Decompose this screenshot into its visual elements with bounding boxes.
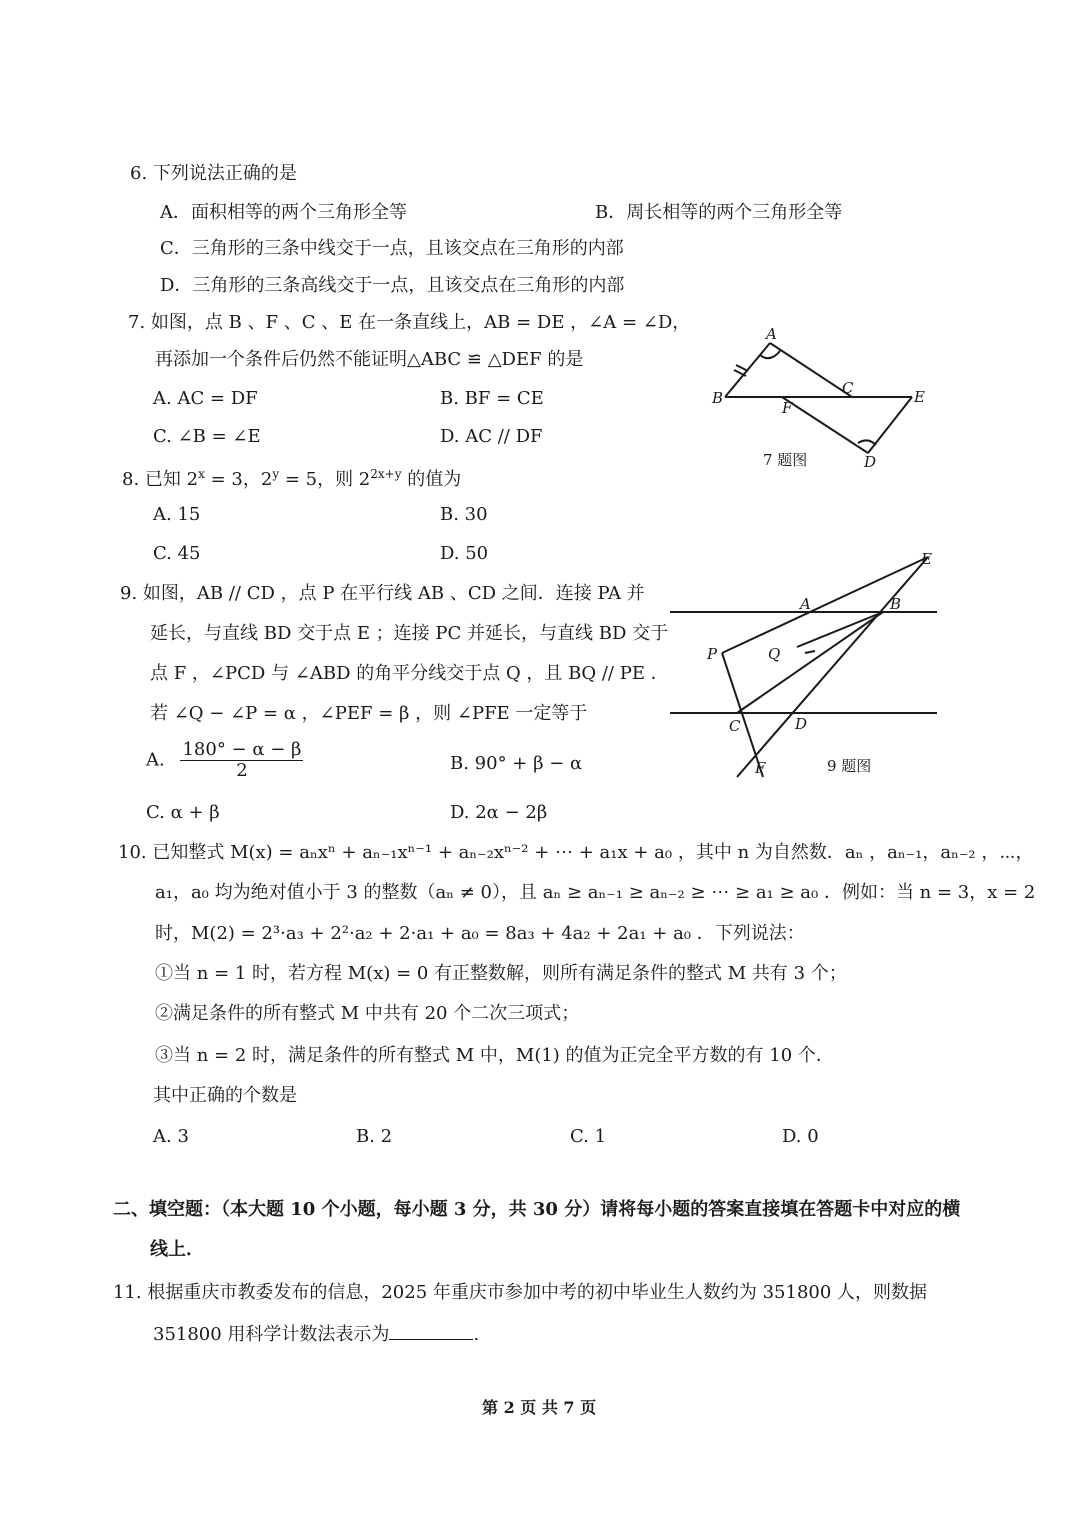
q9-stem-line4: 若 ∠Q − ∠P = α ，∠PEF = β ，则 ∠PFE 一定等于: [150, 703, 588, 724]
q8-option-a: A. 15: [153, 504, 201, 525]
q8-post: 的值为: [401, 469, 462, 490]
q8-option-d: D. 50: [440, 543, 489, 564]
q9-option-c: C. α + β: [146, 802, 220, 823]
q8-exp-2xy: 2x+y: [370, 467, 402, 481]
section2-heading-line1: 二、填空题：（本大题 10 个小题，每小题 3 分，共 30 分）请将每小题的答案直接填在答题卡中对应的横: [113, 1199, 961, 1220]
q8-stem: [122, 463, 461, 491]
q10-option-d: D. 0: [782, 1126, 819, 1147]
q7-caption: 7 题图: [763, 451, 808, 469]
q7-option-a: A. AC = DF: [153, 388, 258, 409]
q6-option-b: B．周长相等的两个三角形全等: [595, 202, 843, 223]
q7-stem-line1: 7. 如图，点 B 、F 、C 、E 在一条直线上，AB = DE ，∠A = ∠D，: [128, 312, 691, 333]
q7-label-c: C: [842, 379, 854, 397]
q9-label-f: F: [755, 759, 766, 777]
q7-label-e: E: [914, 388, 925, 406]
q9-label-q: Q: [768, 645, 781, 663]
q8-pre: 已知 2: [144, 469, 199, 490]
q9-option-a-label: A.: [146, 749, 165, 771]
q11-answer-blank: [389, 1323, 473, 1340]
q9-option-a-fraction: [180, 740, 303, 781]
q7-label-b: B: [712, 389, 724, 407]
q8-mid2: = 5，则 2: [279, 469, 371, 490]
q7-option-d: D. AC // DF: [440, 426, 543, 447]
q6-option-d: D．三角形的三条高线交于一点，且该交点在三角形的内部: [160, 275, 625, 296]
q8-option-b: B. 30: [440, 504, 488, 525]
q9-figure: [665, 545, 945, 785]
q8-num: 8.: [122, 469, 140, 490]
q10-statement-1: ①当 n = 1 时，若方程 M(x) = 0 有正整数解，则所有满足条件的整式 M 共有 3 个；: [155, 963, 847, 984]
q9-option-a-denominator: 2: [236, 760, 248, 781]
q8-option-c: C. 45: [153, 543, 201, 564]
q9-label-p: P: [707, 645, 718, 663]
q8-mid1: = 3，2: [204, 469, 273, 490]
q7-figure: [700, 325, 940, 475]
q8-exp-x: x: [198, 467, 205, 481]
q10-ask: 其中正确的个数是: [153, 1085, 297, 1106]
q7-label-a: A: [766, 325, 777, 343]
q6-option-a: A．面积相等的两个三角形全等: [160, 202, 407, 223]
q11-line1: 11. 根据重庆市教委发布的信息，2025 年重庆市参加中考的初中毕业生人数约为 351800 人，则数据: [113, 1282, 928, 1303]
q10-option-b: B. 2: [356, 1126, 393, 1147]
q7-option-c: C. ∠B = ∠E: [153, 426, 261, 447]
q8-exp-y: y: [272, 467, 280, 481]
q10-statement-3: ③当 n = 2 时，满足条件的所有整式 M 中，M(1) 的值为正完全平方数的有 10 个．: [155, 1045, 834, 1066]
q9-option-d: D. 2α − 2β: [450, 802, 548, 823]
q6-stem: 6. 下列说法正确的是: [130, 163, 297, 184]
q9-option-a-numerator: 180° − α − β: [182, 739, 302, 760]
section2-heading-line2: 线上．: [150, 1239, 204, 1260]
q10-option-a: A. 3: [153, 1126, 189, 1147]
q9-stem-line2: 延长，与直线 BD 交于点 E ；连接 PC 并延长，与直线 BD 交于: [150, 623, 669, 644]
q9-stem-line3: 点 F ，∠PCD 与 ∠ABD 的角平分线交于点 Q ，且 BQ // PE ．: [150, 663, 669, 684]
q11-line2-text: 351800 用科学计数法表示为: [153, 1324, 390, 1345]
q9-label-c: C: [729, 717, 741, 735]
q10-line3: 时，M(2) = 2³·a₃ + 2²·a₂ + 2·a₁ + a₀ = 8a₃ + 4a₂ + 2a₁ + a₀ ．下列说法：: [155, 923, 805, 944]
q9-stem-line1: 9. 如图，AB // CD ，点 P 在平行线 AB 、CD 之间．连接 PA 并: [120, 583, 645, 604]
page-footer: 第 2 页 共 7 页: [482, 1398, 597, 1417]
q9-caption: 9 题图: [827, 757, 872, 775]
q9-label-a: A: [800, 595, 811, 613]
q9-option-a: [146, 740, 303, 781]
q7-label-d: D: [864, 453, 877, 471]
q10-line2: a₁，a₀ 均为绝对值小于 3 的整数（aₙ ≠ 0），且 aₙ ≥ aₙ₋₁ ≥ aₙ₋₂ ≥ ⋯ ≥ a₁ ≥ a₀ ．例如：当 n = 3，x = 2: [155, 882, 1036, 903]
q9-option-b: B. 90° + β − α: [450, 753, 583, 774]
q9-label-e: E: [921, 550, 932, 568]
q11-line2: [153, 1323, 479, 1346]
q7-option-b: B. BF = CE: [440, 388, 544, 409]
q7-label-f: F: [782, 399, 793, 417]
q10-option-c: C. 1: [570, 1126, 607, 1147]
q7-stem-line2: 再添加一个条件后仍然不能证明△ABC ≌ △DEF 的是: [155, 349, 584, 370]
q11-end: .: [473, 1324, 480, 1345]
q6-option-c: C．三角形的三条中线交于一点，且该交点在三角形的内部: [160, 238, 624, 259]
q9-label-d: D: [795, 715, 808, 733]
q10-statement-2: ②满足条件的所有整式 M 中共有 20 个二次三项式；: [155, 1003, 580, 1024]
q10-line1: 10. 已知整式 M(x) = aₙxⁿ + aₙ₋₁xⁿ⁻¹ + aₙ₋₂xⁿ⁻² + ⋯ + a₁x + a₀ ，其中 n 为自然数．aₙ ，aₙ₋₁，aₙ₋₂ ，⋯，: [118, 842, 1034, 863]
q9-label-b: B: [890, 595, 902, 613]
